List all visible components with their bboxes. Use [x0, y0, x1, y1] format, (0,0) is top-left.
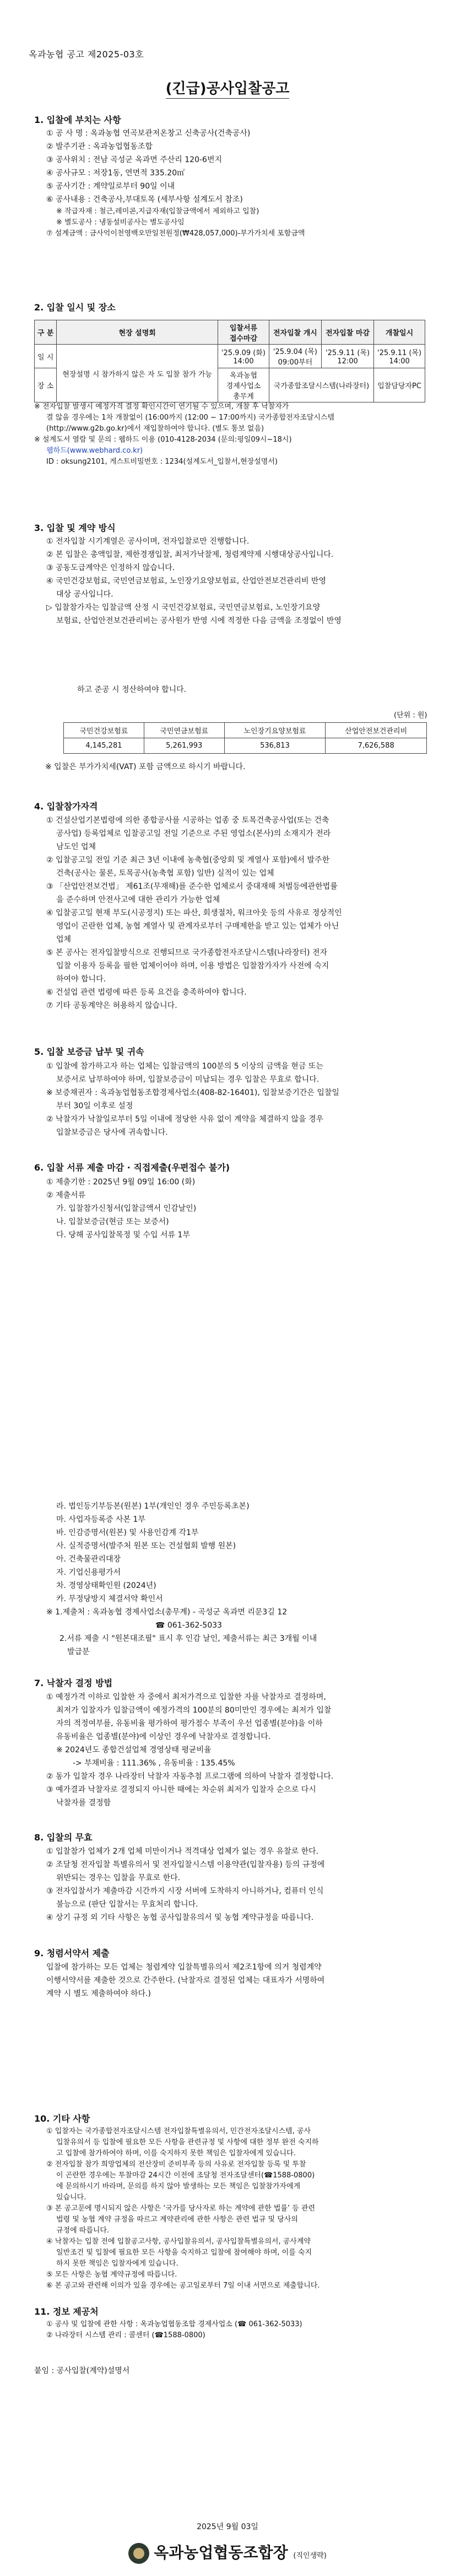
- s6-line: 사. 실적증명서(발주처 원본 또는 건설협회 발행 원본): [56, 1542, 236, 1550]
- s7-line: 최저가 입찰자가 입찰금액이 예정가격의 100분의 80미만인 경우에는 최저가 입찰: [56, 1706, 332, 1715]
- s4-line: 업체: [56, 935, 72, 944]
- s3-line: ▷ 입찰참가자는 입찰금액 산정 시 국민건강보험료, 국민연금보험료, 노인장기요양: [46, 603, 321, 612]
- longterm-care-value: 536,813: [224, 738, 326, 754]
- s8-line: ① 입찰참가 업체가 2개 업체 미만이거나 적격대상 업체가 없는 경우 유찰로 한다.: [46, 1847, 319, 1856]
- th-site-briefing: 현장 설명회: [57, 320, 218, 345]
- webhard-link-line: [34, 446, 420, 457]
- s3-line: ③ 공동도급계약은 인정하지 않습니다.: [46, 564, 175, 572]
- section-3-body: [34, 535, 420, 627]
- s4-line: 입찰 이용자 등록을 필한 업체이어야 하며, 이용 방법은 입찰참가자가 사전에 숙지: [56, 962, 329, 970]
- section-11-heading: 11. 정보 제공처: [34, 2306, 99, 2317]
- section-11-body: [34, 2319, 420, 2341]
- section-10-heading: 10. 기타 사항: [34, 2113, 90, 2124]
- s10-line: 있습니다.: [56, 2193, 86, 2202]
- s5-line: 입찰보증금은 당사에 귀속합니다.: [56, 1128, 168, 1137]
- s1-line: ④ 공사규모 : 저장1동, 연면적 335.20㎡: [46, 169, 185, 178]
- section-1-heading: 1. 입찰에 부치는 사항: [34, 115, 121, 125]
- s2-note: ※ 전자입찰 발생시 예정가격 결정 확인시간이 연기될 수 있으며, 개찰 후 낙찰자가: [34, 402, 289, 411]
- s7-line: 유동비율은 업종별(분야)에 이상인 경우에 낙찰자로 결정합니다.: [56, 1732, 271, 1741]
- issuer-name: 옥과농업협동조합장: [154, 2543, 288, 2562]
- s4-line: 하여야 합니다.: [56, 975, 106, 984]
- s1-line: ③ 공사위치 : 전남 곡성군 옥과면 주산리 120-6번지: [46, 155, 223, 164]
- s8-line: ③ 전자입찰서가 제출마감 시간까지 시장 서버에 도착하지 아니하거나, 컴퓨터 인식: [46, 1887, 324, 1896]
- s10-line: 이 곤란한 경우에는 투찰마감 24시간 이전에 조달청 전자조달센터(☎1588-0800): [56, 2171, 315, 2180]
- s10-line: 입찰유의서 등 입찰에 필요한 모든 사항을 관련규정 및 사항에 대한 정부 완전 숙지하: [56, 2138, 319, 2146]
- attachment-note: 붙임 : 공사입찰(계약)설명서: [34, 2366, 130, 2375]
- s4-line: ③ 「산업안전보건법」 제61조(무재해)를 준수한 업체로서 중대재해 처벌등에관한법률: [46, 882, 338, 891]
- s4-line: ⑦ 기타 공동계약은 허용하지 않습니다.: [46, 1001, 177, 1010]
- s7-line: ※ 2024년도 종합건설업체 경영상태 평균비율: [56, 1746, 212, 1754]
- s2-note: ID : oksung2101, 게스트비밀번호 : 1234(설계도서_입찰서,현장설명서): [46, 458, 278, 466]
- s6-line: 라. 법인등기부등본(원본) 1부(개인인 경우 주민등록초본): [56, 1502, 250, 1511]
- issuer: [0, 2541, 455, 2564]
- site-briefing-cell: 현장설명 시 참가하지 않은 자 도 입찰 참가 가능: [57, 345, 218, 402]
- s7-line: ② 동가 입찰자 경우 나라장터 낙찰자 자동추첨 프로그램에 의하여 낙찰자 결정합니다.: [46, 1772, 334, 1781]
- s8-line: 위반되는 경우는 입찰을 무효로 한다.: [56, 1874, 181, 1882]
- s4-line: ⑥ 건설업 관련 법령에 따른 등록 요건을 충족하여야 합니다.: [46, 988, 247, 997]
- s6-line: 아. 건축물관리대장: [56, 1555, 121, 1564]
- s7-line: ① 예정가격 이하로 입찰한 자 중에서 최저가격으로 입찰한 자를 낙찰자로 결정하며,: [46, 1693, 326, 1702]
- s1-line: ※ 별도공사 : 냉동설비공사는 별도공사임: [56, 218, 185, 227]
- s6-line: 자. 기업신용평가서: [56, 1568, 121, 1577]
- doc-number: 옥과농협 공고 제2025-03호: [29, 49, 144, 60]
- s7-line: 낙찰자를 결정함: [56, 1799, 111, 1807]
- s6-line: ☎ 061-362-5033: [155, 1621, 223, 1630]
- s6-line: 다. 당해 공사입찰목정 및 수입 서류 1부: [56, 1231, 190, 1239]
- section-6-body-cont: [34, 1500, 420, 1659]
- section-2-heading: 2. 입찰 일시 및 장소: [34, 302, 116, 313]
- s6-line: 마. 사업자등록증 사본 1부: [56, 1515, 145, 1524]
- section-1-body: [34, 127, 420, 239]
- s5-line: 보증서로 납부하여야 하며, 입찰보증금이 미납되는 경우 입찰은 무효로 합니다.: [56, 1075, 319, 1084]
- s1-line: ※ 작급자재 : 철근,레미콘,지급자재(입찰금액에서 제외하고 입찰): [56, 207, 259, 216]
- s3-line: 대상 공사입니다.: [56, 590, 113, 599]
- doc-place-cell: 옥과농협 경제사업소 총무계: [218, 368, 269, 402]
- health-insurance-value: 4,145,281: [64, 738, 144, 754]
- section-6-heading: 6. 입찰 서류 제출 마감 · 직접제출(우편접수 불가): [34, 1162, 230, 1173]
- ebid-end-cell: '25.9.11 (목) 12:00: [321, 345, 373, 368]
- th-ebid-start: 전자입찰 개시: [269, 320, 321, 345]
- s11-line: ① 공사 및 입찰에 관한 사항 : 옥과농업협동조합 경제사업소 (☎ 061-362-5033): [46, 2320, 302, 2328]
- ebid-start-cell: '25.9.04 (목) 09:00부터: [269, 345, 321, 368]
- pension-value: 5,261,993: [144, 738, 224, 754]
- nh-logo-icon: [128, 2543, 149, 2564]
- s5-line: 부터 30일 이후로 설정: [56, 1102, 133, 1110]
- s11-line: ② 나라장터 시스템 관리 : 콜센터 (☎1588-0800): [46, 2331, 205, 2339]
- section-4-heading: 4. 입찰참가자격: [34, 801, 98, 812]
- s10-line: ① 입찰자는 국가종합전자조달시스템 전자입찰특별유의서, 민간전자조달시스템, 공사: [46, 2127, 311, 2135]
- vat-note: ※ 입찰은 부가가치세(VAT) 포함 금액으로 하시기 바랍니다.: [45, 763, 246, 771]
- s6-line: ① 제출기한 : 2025년 9월 09일 16:00 (화): [46, 1178, 196, 1187]
- s6-line: ※ 1.제출처 : 옥과농협 경제사업소(총무계) - 곡성군 옥과면 리문3길 12: [46, 1608, 288, 1617]
- s6-line: 2.서류 제출 시 "원본대조필" 표시 후 인감 날인, 제출서류는 최근 3개월 이내: [59, 1634, 317, 1643]
- doc-deadline-cell: '25.9.09 (화) 14:00: [218, 345, 269, 368]
- s2-note: 결 않을 경우에는 1차 개찰없이 (16:00까지 (12:00 ~ 17:00까지) 국가종합전자조달시스템: [46, 414, 335, 422]
- s10-line: 일반조건 및 입찰에 필요한 모든 사항을 숙지하고 입찰에 참여해야 하며, 이를 숙지: [56, 2248, 312, 2257]
- s10-line: ② 전자입찰 참가 희망업체의 전산장비 준비부족 등의 사유로 전자입찰 등록 및 투찰: [46, 2160, 306, 2169]
- s4-line: 을 준수하며 안전사고에 대한 관리가 가능한 업체: [56, 895, 220, 904]
- s6-line: 발급분: [67, 1647, 90, 1656]
- s4-line: 남도인 업체: [56, 842, 96, 851]
- s8-line: 불능으로 (판단 입찰서는 무효처리 합니다.: [56, 1900, 198, 1909]
- page-title: [0, 77, 455, 98]
- th-ebid-end: 전자입찰 마감: [321, 320, 373, 345]
- s7-line: -> 부채비율 : 111.36% , 유동비율 : 135.45%: [73, 1759, 235, 1768]
- th-opening: 개찰일시: [374, 320, 425, 345]
- s9-line: 계약 시 별도 제출하여야 하다.): [46, 1989, 151, 1998]
- section-7-body: [34, 1690, 420, 1810]
- s4-line: 공사업) 등록업체로 입찰공고일 전일 기준으로 주된 영업소(본사)의 소재지가 전라: [56, 829, 331, 838]
- s6-line: 가. 입찰참가신청서(입찰금액서 인감날인): [56, 1204, 197, 1213]
- section-2-notes: [34, 401, 420, 468]
- opening-cell: '25.9.11 (목) 14:00: [374, 345, 425, 368]
- s4-line: 건축(공사는 물론, 토목공사(농축협 포함) 일반) 실적이 있는 업체: [56, 869, 274, 878]
- opening-place-cell: 입찰담당자PC: [374, 368, 425, 402]
- row-label-datetime: 일 시: [35, 345, 57, 368]
- s2-note: ※ 설계도서 열람 및 문의 : 웹하드 이용 (010-4128-2034 (문의:평일09시~18시): [34, 436, 292, 444]
- s1-line: ② 발주기관 : 옥과농업협동조합: [46, 142, 153, 151]
- section-5-body: [34, 1060, 420, 1139]
- s10-line: 규정에 따릅니다.: [56, 2226, 110, 2235]
- section-8-body: [34, 1845, 420, 1924]
- s10-line: 에 문의하시기 바라며, 문의를 하지 않아 발생하는 모든 책임은 입찰참가자에게: [56, 2182, 301, 2191]
- insurance-table: [63, 722, 427, 754]
- s5-line: ※ 보증채권자 : 옥과농업협동조합경제사업소(408-82-16401), 입찰보증기간은 입찰일: [46, 1088, 339, 1097]
- th-doc-deadline: 입찰서류 접수마감: [218, 320, 269, 345]
- s2-note: (http://www.g2b.go.kr)에서 재입찰하여야 합니다. (별도 통보 없음): [46, 425, 264, 433]
- s9-line: 입찰에 참가하는 모든 업체는 청렴계약 입찰특별유의서 제2조1항에 의거 청렴계약: [46, 1963, 322, 1972]
- s4-line: ① 건설산업기본법령에 의한 종합공사를 시공하는 업종 중 토목건축공사업(또는 건축: [46, 816, 329, 825]
- th-category: 구 분: [35, 320, 57, 345]
- s1-line: ⑤ 공사기간 : 계약일로부터 90일 이내: [46, 182, 175, 191]
- s10-line: 고 입찰에 참가하여야 하며, 이를 숙지하지 못한 책임은 입찰자에게 있습니다.: [56, 2149, 296, 2158]
- unit-label: (단위 : 원): [394, 711, 427, 720]
- s7-line: ③ 예가결과 낙찰자로 결정되지 아니한 때에는 차순위 최저가 입찰자 순으로 다시: [46, 1785, 316, 1794]
- section-9-heading: 9. 청렴서약서 제출: [34, 1948, 110, 1958]
- announcement-date: 2025년 9월 03일: [197, 2523, 258, 2531]
- row-label-place: 장 소: [35, 368, 57, 402]
- s3-line: ② 본 입찰은 총액입찰, 제한경쟁입찰, 최저가낙찰제, 청렴계약제 시행대상공사입니다.: [46, 550, 334, 559]
- s4-line: 영업이 곤란한 업체, 농협 계열사 및 관계자로부터 구매제한을 받고 있는 업체가 아닌: [56, 922, 339, 931]
- s3-line: ① 전자입찰 시기계열은 공사이며, 전자입찰로만 진행합니다.: [46, 537, 250, 546]
- s8-line: ④ 상기 규정 외 기타 사항은 농협 공사입찰유의서 및 농협 계약규정을 따릅니다.: [46, 1913, 314, 1922]
- th-health-insurance: 국민건강보험료: [64, 723, 144, 738]
- safety-mgmt-value: 7,626,588: [326, 738, 427, 754]
- s5-line: ① 입찰에 참가하고자 하는 업체는 입찰금액의 100분의 5 이상의 금액을 현금 또는: [46, 1062, 323, 1071]
- s10-line: ⑥ 본 공고와 관련해 이의가 있을 경우에는 공고일로부터 7일 이내 서면으로 제출합니다.: [46, 2282, 320, 2290]
- s4-line: ② 입찰공고일 전일 기준 최근 3년 이내에 농축협(중앙회 및 계열사 포함)에서 발주한: [46, 856, 330, 865]
- s1-line: ⑥ 공사내용 : 건축공사,부대토목 (세부사항 설계도서 참조): [46, 195, 243, 204]
- s9-line: 이행서약서를 제출한 것으로 간주한다. (낙찰자로 결정된 업체는 대표자가 서명하여: [46, 1976, 325, 1985]
- s6-line: ② 제출서류: [46, 1191, 86, 1200]
- section-6-body: [34, 1176, 420, 1242]
- seal-omitted-note: (직인생략): [293, 2552, 327, 2560]
- s4-line: ⑤ 본 공사는 전자입찰방식으로 진행되므로 국가종합전자조달시스템(나라장터) 전자: [46, 948, 327, 957]
- section-3-heading: 3. 입찰 및 계약 방식: [34, 523, 116, 533]
- s4-line: ④ 입찰공고일 현재 부도(시공정지) 또는 파산, 회생절차, 워크아웃 등의 사유로 정상적인: [46, 909, 342, 917]
- s1-line: ① 공 사 명 : 옥과농협 연곡보관저온창고 신축공사(건축공사): [46, 129, 251, 138]
- s6-line: 카. 무정당방지 체결서약 확인서: [56, 1595, 163, 1603]
- section-4-body: [34, 814, 420, 1012]
- s3-line: 하고 준공 시 정산하여야 합니다.: [77, 685, 187, 694]
- webhard-link[interactable]: 웹하드(www.webhard.co.kr): [46, 447, 143, 455]
- s10-line: 하지 못한 책임은 입찰자에게 있습니다.: [56, 2260, 178, 2268]
- s6-line: 차. 경영상태확인원 (2024년): [56, 1581, 156, 1590]
- section-8-heading: 8. 입찰의 무효: [34, 1832, 93, 1843]
- schedule-table: [34, 320, 425, 402]
- s10-line: ⑤ 모든 사항은 농협 계약규정에 따릅니다.: [46, 2271, 177, 2279]
- section-7-heading: 7. 낙찰자 결정 방법: [34, 1678, 113, 1688]
- s6-line: 나. 입찰보증금(현금 또는 보증서): [56, 1217, 169, 1226]
- s8-line: ② 조달청 전자입찰 특별유의서 및 전자입찰시스템 이용약관(입찰자용) 등의 규정에: [46, 1860, 325, 1869]
- s3-line: 보험료, 산업안전보건관리비는 공사원가 반영 시에 적정한 다음 금액을 조정없이 반영: [56, 616, 342, 625]
- section-5-heading: 5. 입찰 보증금 납부 및 귀속: [34, 1046, 144, 1057]
- s1-line: ⑦ 설계금액 : 금사억이천영백오만일천원정(₩428,057,000)-부가가치세 포함금액: [46, 229, 305, 238]
- s6-line: 바. 인감증명서(원본) 및 사용인감계 각1부: [56, 1528, 199, 1537]
- section-9-body: [34, 1961, 420, 2000]
- s7-line: 자의 적정여부를, 유동비율 평가하여 평가점수 부족이 우선 업종별(분야)을 이하: [56, 1719, 323, 1728]
- th-longterm-care: 노인장기요양보험료: [224, 723, 326, 738]
- section-10-body: [34, 2126, 420, 2291]
- title-text: (긴급)공사입찰공고: [166, 80, 290, 99]
- th-pension: 국민연금보험료: [144, 723, 224, 738]
- th-safety-mgmt: 산업안전보건관리비: [326, 723, 427, 738]
- s10-line: ④ 낙찰자는 입찰 전에 입찰공고사항, 공사입찰유의서, 공사입찰특별유의서, 공사계약: [46, 2237, 311, 2246]
- s10-line: 법령 및 농협 계약 규정을 따르고 계약관리에 관한 사항은 관련 법규 및 당사의: [56, 2215, 298, 2224]
- ebid-place-cell: 국가종합조달시스템(나라장터): [269, 368, 373, 402]
- s10-line: ③ 본 공고문에 명시되지 않은 사항은 ‘국가를 당사자로 하는 계약에 관한 법률’ 등 관련: [46, 2204, 316, 2213]
- s5-line: ② 낙찰자가 낙찰일로부터 5일 이내에 정당한 사유 없이 계약을 체결하지 않을 경우: [46, 1115, 324, 1124]
- s3-line: ④ 국민건강보험료, 국민연금보험료, 노인장기요양보험료, 산업안전보건관리비 반영: [46, 577, 326, 586]
